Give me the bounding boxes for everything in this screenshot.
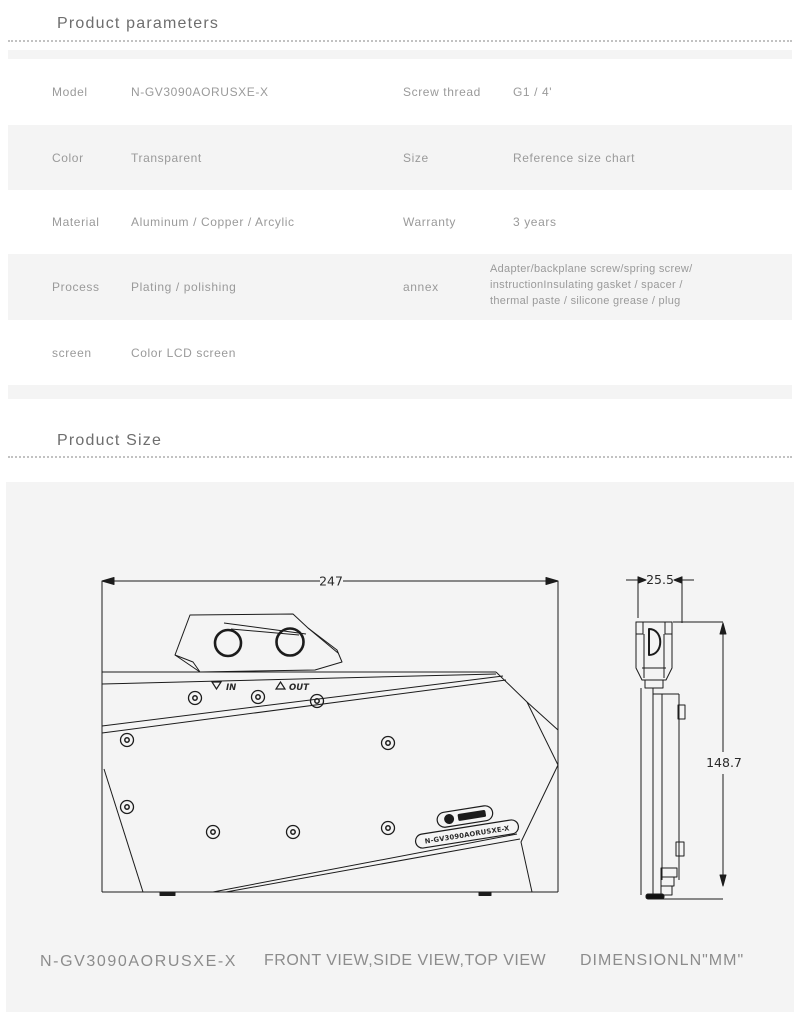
table-top-strip xyxy=(8,50,792,59)
param-label: Screw thread xyxy=(403,85,481,99)
table-bottom-strip xyxy=(8,385,792,399)
caption-model: N-GV3090AORUSXE-X xyxy=(40,953,238,970)
side-foot xyxy=(646,894,664,899)
param-value: Plating / polishing xyxy=(131,280,237,294)
param-label: Size xyxy=(403,150,429,165)
annex-line: Adapter/backplane screw/spring screw/ xyxy=(490,263,693,275)
parameters-heading: Product parameters xyxy=(57,15,220,32)
divider xyxy=(8,456,792,458)
param-label: Model xyxy=(52,85,88,99)
annex-line: instructionInsulating gasket / spacer / xyxy=(490,279,683,291)
param-label: Material xyxy=(52,215,100,229)
param-value-annex xyxy=(490,261,692,309)
param-row-material xyxy=(8,190,792,254)
caption-views: FRONT VIEW,SIDE VIEW,TOP VIEW xyxy=(264,952,547,969)
product-size-diagram xyxy=(0,482,800,1012)
divider xyxy=(8,40,792,42)
param-label: Process xyxy=(52,280,100,294)
param-label: screen xyxy=(52,345,92,360)
param-value: Reference size chart xyxy=(513,150,636,165)
param-label: Color xyxy=(52,150,84,165)
param-value: Color LCD screen xyxy=(131,345,236,360)
param-label: Warranty xyxy=(403,215,457,229)
param-label: annex xyxy=(403,280,439,294)
param-value: Transparent xyxy=(131,150,202,165)
param-row-process xyxy=(8,254,792,320)
param-value: Aluminum / Copper / Arcylic xyxy=(131,215,295,229)
dim-label-side-width: 25.5 xyxy=(646,572,674,587)
param-value: G1 / 4' xyxy=(513,85,553,99)
out-label: OUT xyxy=(289,683,309,693)
dim-label-front-width: 247 xyxy=(319,573,343,589)
caption-units: DIMENSIONLN"MM" xyxy=(580,952,745,969)
size-heading: Product Size xyxy=(57,432,163,449)
figure-background xyxy=(6,482,794,1012)
annex-line: thermal paste / silicone grease / plug xyxy=(490,295,681,307)
param-value: 3 years xyxy=(513,215,557,229)
in-label: IN xyxy=(226,683,237,693)
param-row-model xyxy=(8,59,792,125)
param-value: N-GV3090AORUSXE-X xyxy=(131,85,269,99)
model-badge-text: N-GV3090AORUSXE-X xyxy=(424,824,511,846)
param-row-screen xyxy=(8,320,792,385)
param-row-color xyxy=(8,125,792,190)
dim-label-side-height: 148.7 xyxy=(706,755,742,770)
